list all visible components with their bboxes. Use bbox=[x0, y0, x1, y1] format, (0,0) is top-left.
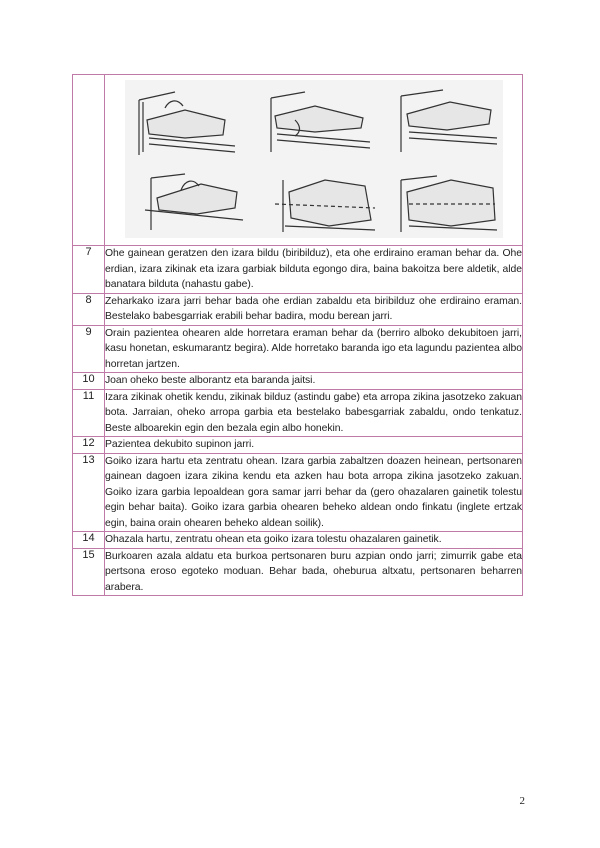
step-text: Pazientea dekubito supinon jarri. bbox=[105, 437, 523, 454]
bed-making-illustration bbox=[125, 80, 503, 238]
table-row bbox=[73, 548, 523, 596]
step-number: 13 bbox=[73, 453, 105, 532]
step-number: 9 bbox=[73, 325, 105, 373]
bed-drawing-4 bbox=[145, 174, 243, 230]
step-text: Orain pazientea ohearen alde horretara eraman behar da (berriro alboko dekubitoen jarri, kasu honetan, eskumarantz begira). Alde horretako baranda igo eta lagundu pazientea albo horretan jartzen. bbox=[105, 325, 523, 373]
table-row bbox=[73, 532, 523, 549]
step-number: 14 bbox=[73, 532, 105, 549]
step-text: Zeharkako izara jarri behar bada ohe erdian zabaldu eta biribilduz ohe erdiraino eraman. Bestelako babesgarriak erabili behar badira, modu berean jarri. bbox=[105, 293, 523, 325]
step-number-empty bbox=[73, 75, 105, 246]
step-number: 7 bbox=[73, 246, 105, 294]
table-row bbox=[73, 373, 523, 390]
step-text: Izara zikinak ohetik kendu, zikinak bilduz (astindu gabe) eta arropa zikina jasotzeko zakuan bota. Jarraian, oheko arropa garbia eta bestelako babesgarriak zabaldu, ondo tenkatuz. Beste alboarekin egin den bezala egin albo honekin. bbox=[105, 389, 523, 437]
table-row bbox=[73, 453, 523, 532]
step-number: 10 bbox=[73, 373, 105, 390]
step-text: Goiko izara hartu eta zentratu ohean. Izara garbia zabaltzen doazen heinean, pertsonaren gainean dagoen izara zikina kendu eta azken hau bota arropa zikina jasotzeko zakuan. Goiko izara garbia lepoaldean gora samar jarri behar da (gero ohazalaren gainetik tolestu egin behar baita). Goiko izara garbia ohearen beheko aldean ondo finkatu (inglete ertzak egin, baina orain ohearen beheko aldean soilik). bbox=[105, 453, 523, 532]
bed-drawing-3 bbox=[401, 90, 497, 152]
page-number: 2 bbox=[519, 795, 525, 807]
bed-drawing-6 bbox=[401, 176, 497, 232]
step-text: Ohazala hartu, zentratu ohean eta goiko izara tolestu ohazalaren gainetik. bbox=[105, 532, 523, 549]
bed-drawing-2 bbox=[271, 92, 370, 152]
step-number: 11 bbox=[73, 389, 105, 437]
step-text: Joan oheko beste alborantz eta baranda jaitsi. bbox=[105, 373, 523, 390]
table-row bbox=[73, 325, 523, 373]
table-row bbox=[73, 389, 523, 437]
step-number: 15 bbox=[73, 548, 105, 596]
table-row bbox=[73, 246, 523, 294]
bed-drawing-1 bbox=[139, 92, 235, 155]
bed-sheet-drawings bbox=[125, 80, 503, 238]
table-row bbox=[73, 437, 523, 454]
bed-drawing-5 bbox=[275, 180, 375, 232]
step-number: 8 bbox=[73, 293, 105, 325]
step-text: Ohe gainean geratzen den izara bildu (biribilduz), eta ohe erdiraino eraman behar da. Ohe erdian, izara zikinak eta izara garbiak bilduta egongo dira, baina bakoitza bere aldetik, alde banatara bilduta (nahastu gabe). bbox=[105, 246, 523, 294]
table-row bbox=[73, 293, 523, 325]
step-number: 12 bbox=[73, 437, 105, 454]
step-text: Burkoaren azala aldatu eta burkoa pertsonaren buru azpian ondo jarri; zimurrik gabe eta pertsona eroso egoteko moduan. Behar bada, oheburua altxatu, pertsonaren beharren arabera. bbox=[105, 548, 523, 596]
